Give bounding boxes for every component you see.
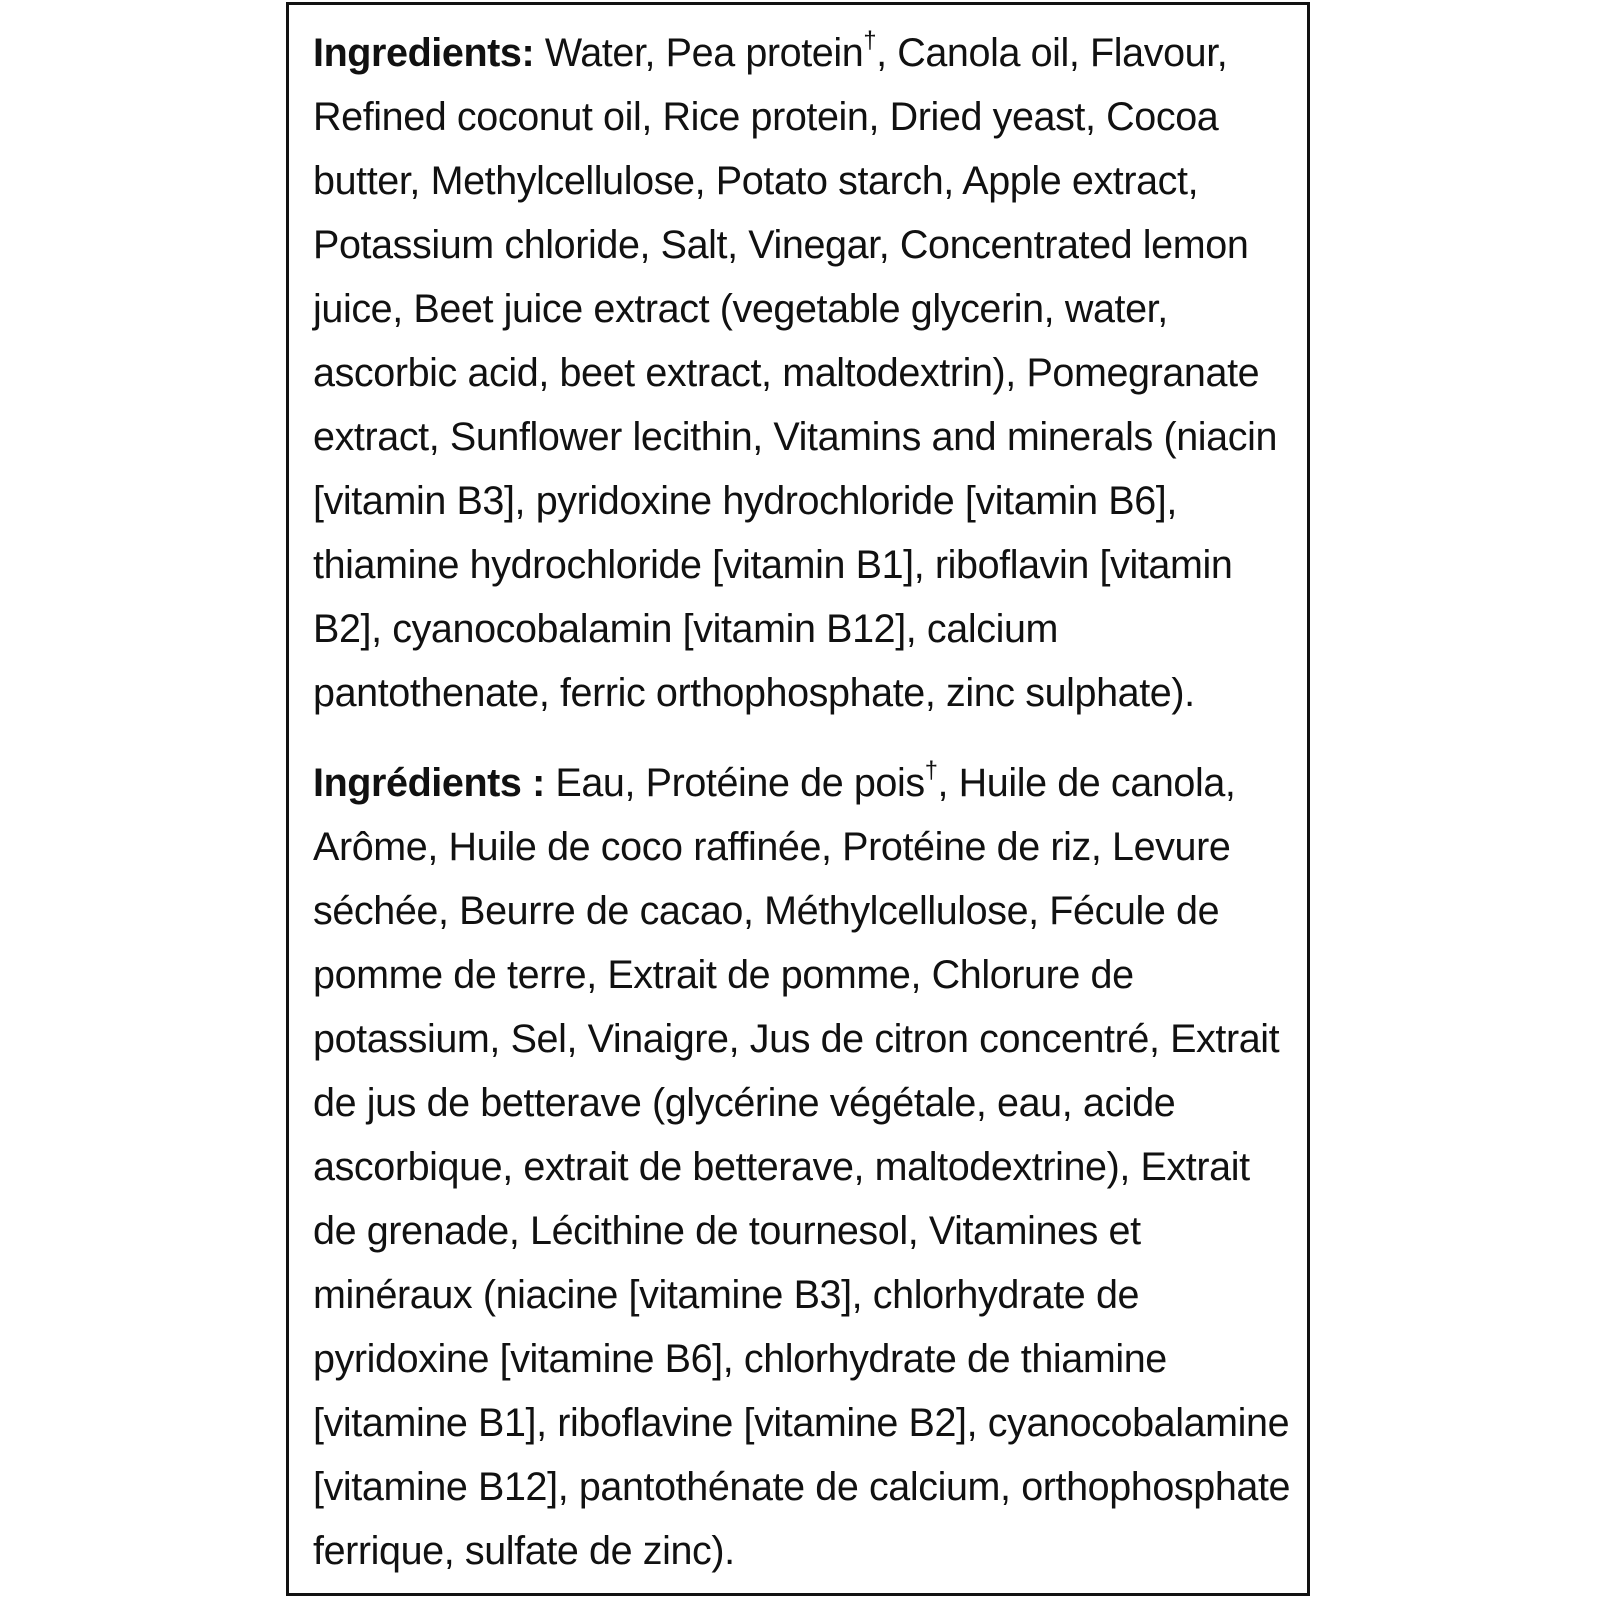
dagger-mark-english: †	[863, 28, 877, 55]
ingredients-french	[313, 751, 1299, 1583]
ingredients-text-french-part-1: Eau, Protéine de pois	[544, 761, 925, 805]
dagger-mark-french: †	[924, 758, 938, 785]
ingredients-english	[313, 21, 1299, 725]
ingredients-text-english-part-1: Water, Pea protein	[534, 31, 864, 75]
ingredients-heading-english: Ingredients:	[313, 31, 535, 75]
ingredients-text-english-part-2: , Canola oil, Flavour, Refined coconut oil, Rice protein, Dried yeast, Cocoa butter, Methylcellulose, Potato starch, Apple extract, Potassium chloride, Salt, Vinegar, Concentrated lemon juice, Beet juice extract (vegetable glycerin, water, ascorbic acid, beet extract, maltodextrin), Pomegranate extract, Sunflower lecithin, Vitamins and minerals (niacin [vitamin B3], pyridoxine hydrochloride [vitamin B6], thiamine hydrochloride [vitamin B1], riboflavin [vitamin B2], cyanocobalamin [vitamin B12], calcium pantothenate, ferric orthophosphate, zinc sulphate).	[313, 31, 1278, 715]
ingredients-heading-french: Ingrédients :	[313, 761, 545, 805]
ingredients-text-french-part-2: , Huile de canola, Arôme, Huile de coco raffinée, Protéine de riz, Levure séchée, Beurre de cacao, Méthylcellulose, Fécule de pomme de terre, Extrait de pomme, Chlorure de potassium, Sel, Vinaigre, Jus de citron concentré, Extrait de jus de betterave (glycérine végétale, eau, acide ascorbique, extrait de betterave, maltodextrine), Extrait de grenade, Lécithine de tournesol, Vitamines et minéraux (niacine [vitamine B3], chlorhydrate de pyridoxine [vitamine B6], chlorhydrate de thiamine [vitamine B1], riboflavine [vitamine B2], cyanocobalamine [vitamine B12], pantothénate de calcium, orthophosphate ferrique, sulfate de zinc).	[313, 761, 1291, 1573]
ingredients-label-panel	[286, 2, 1310, 1596]
